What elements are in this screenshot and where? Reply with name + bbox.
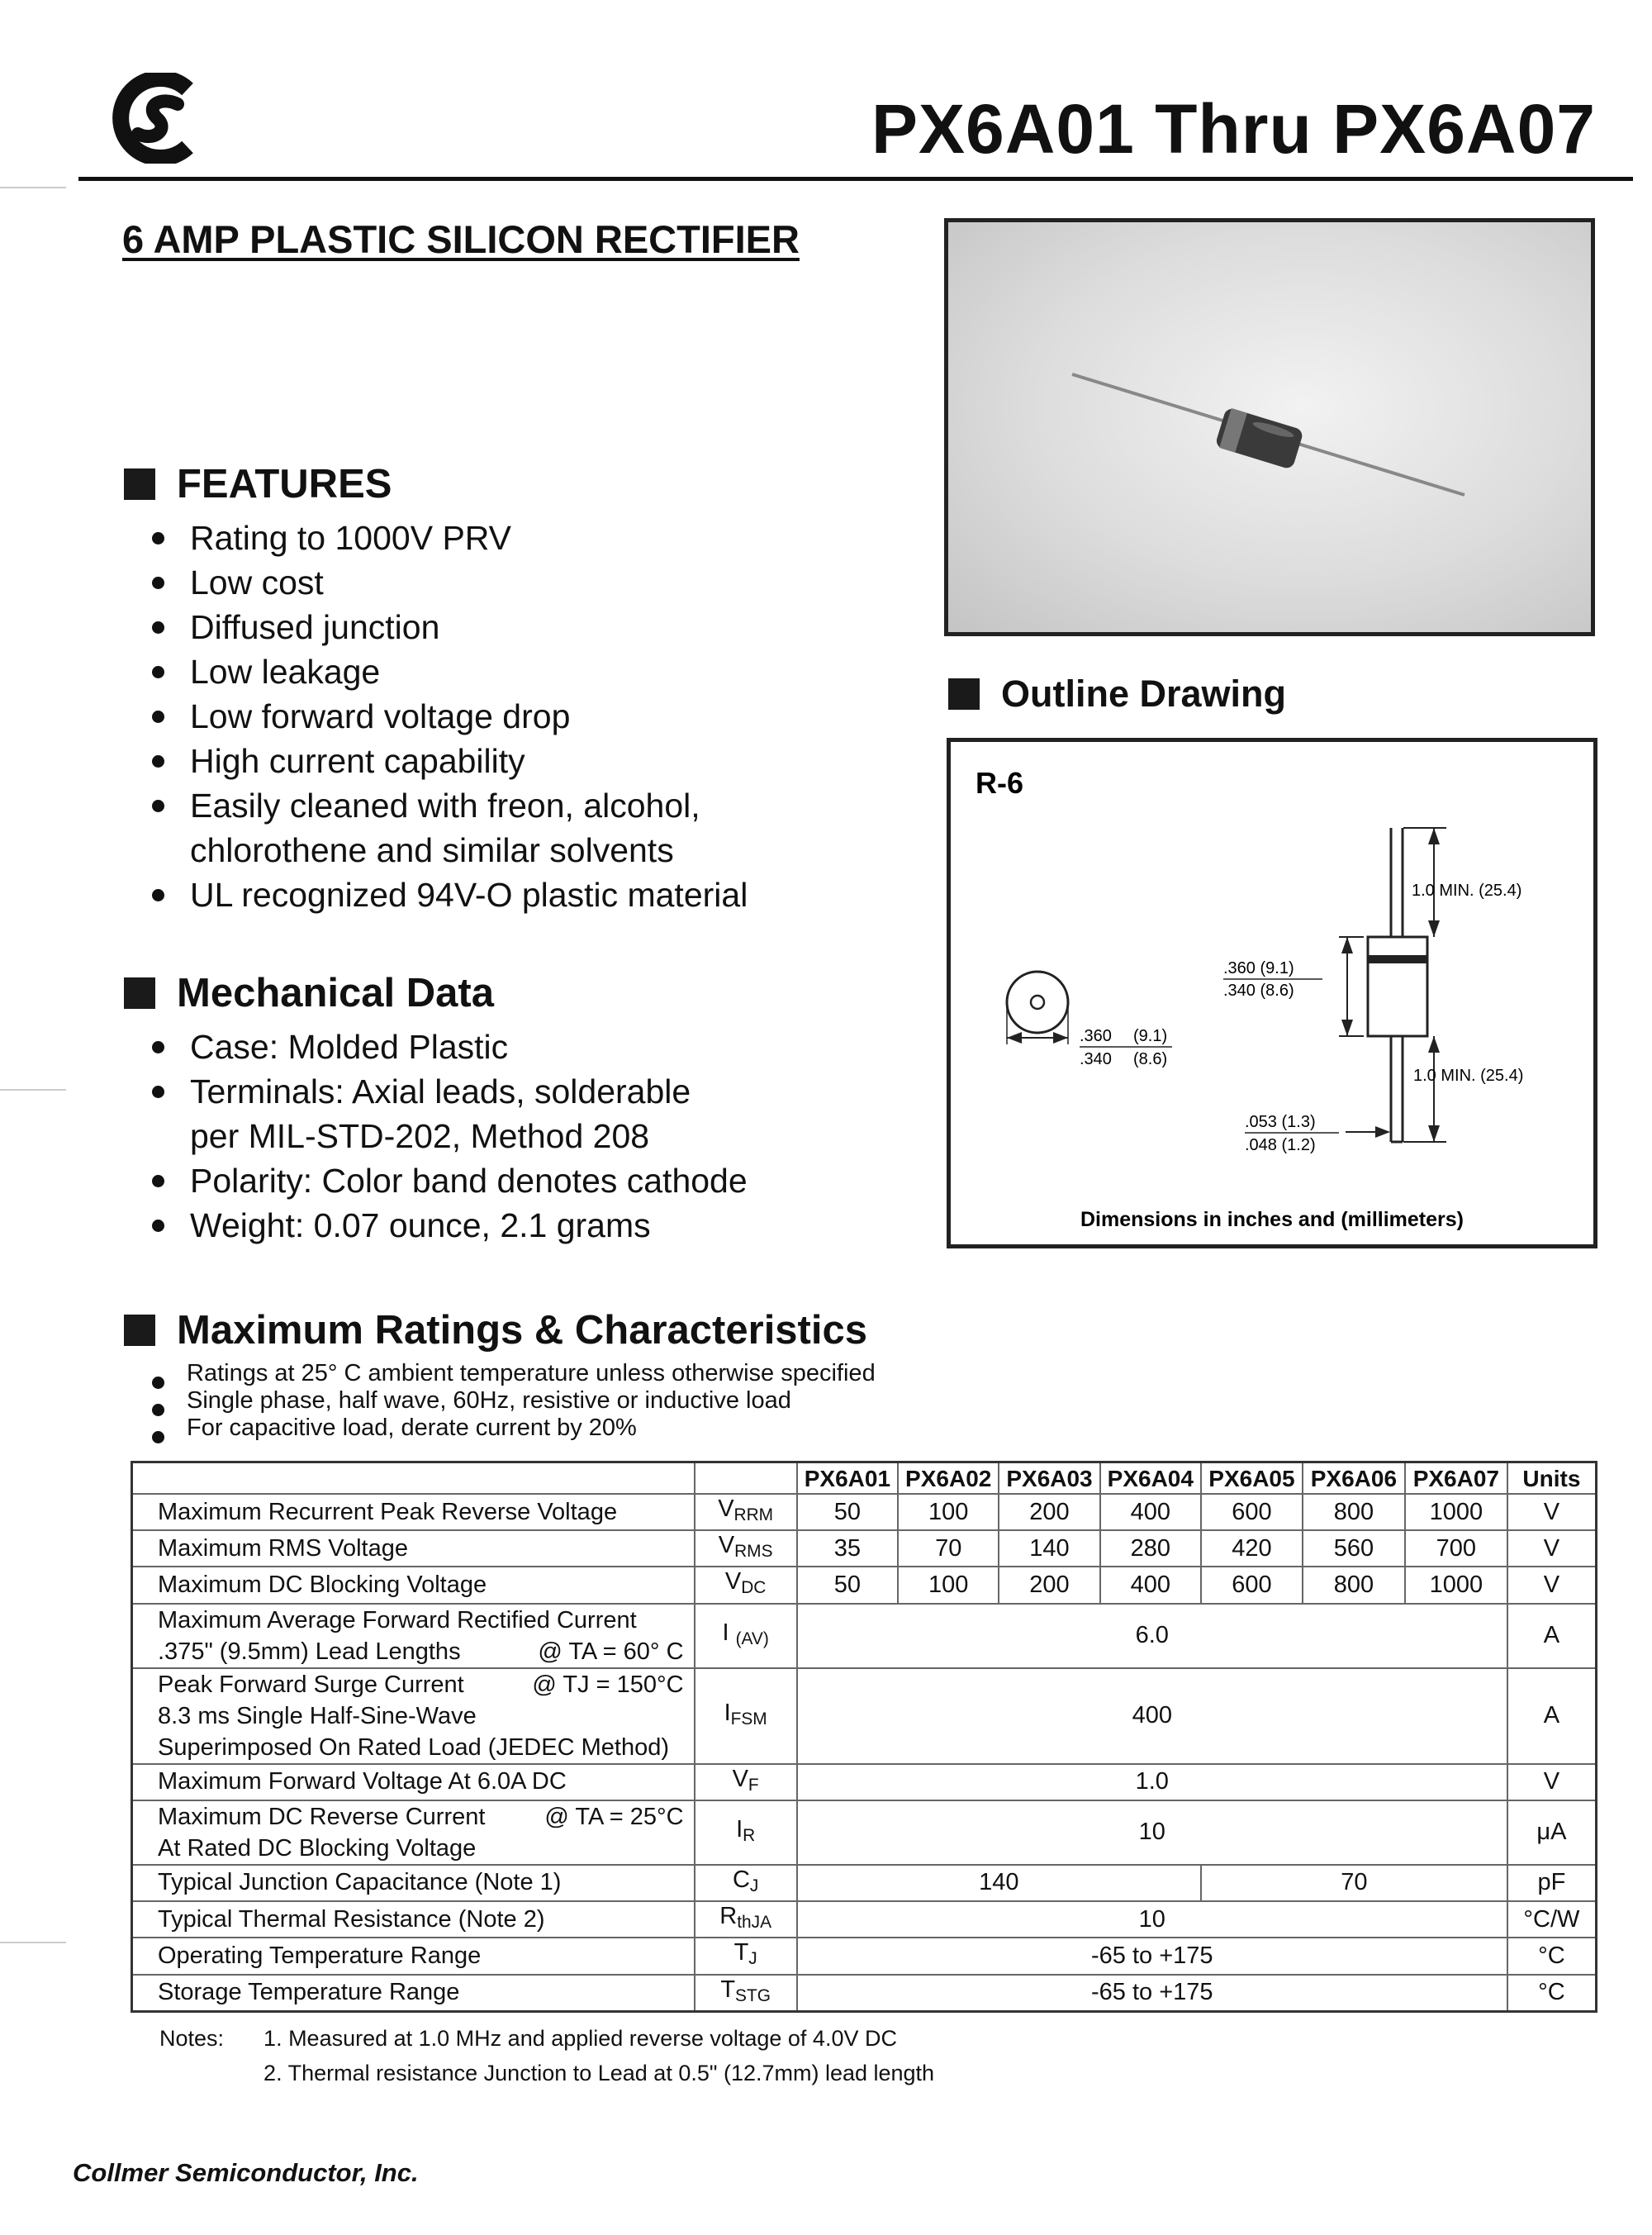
unit-cell: V (1507, 1494, 1597, 1530)
empty-cell (132, 1462, 695, 1495)
unit-cell: μA (1507, 1800, 1597, 1865)
note-item: 1. Measured at 1.0 MHz and applied reverse voltage of 4.0V DC (263, 2026, 897, 2051)
column-header: PX6A05 (1201, 1462, 1303, 1495)
value-cell: 560 (1303, 1530, 1405, 1567)
table-row (132, 1567, 1597, 1603)
package-label: R-6 (976, 766, 1024, 800)
outline-title: Outline Drawing (1001, 673, 1287, 715)
value-cell: -65 to +175 (797, 1938, 1507, 1974)
table-row (132, 1865, 1597, 1901)
outline-heading (948, 673, 1286, 716)
unit-cell: pF (1507, 1865, 1597, 1901)
value-cell: 6.0 (797, 1604, 1507, 1668)
diode-photo-image (948, 222, 1591, 632)
symbol-cell: $R_{thJA}$ (695, 1901, 797, 1938)
body-dia-max-mm: (9.1) (1133, 1027, 1168, 1045)
table-row (132, 1494, 1597, 1530)
column-header: PX6A06 (1303, 1462, 1405, 1495)
value-cell: 100 (898, 1567, 999, 1603)
mechanical-title: Mechanical Data (177, 971, 494, 1015)
list-item: Low leakage (149, 649, 748, 694)
ratings-conditions (149, 1360, 876, 1442)
symbol-cell: $V_{RRM}$ (695, 1494, 797, 1530)
value-cell: 35 (797, 1530, 898, 1567)
list-item: UL recognized 94V-O plastic material (149, 873, 748, 917)
page-title: PX6A01 Thru PX6A07 (871, 90, 1596, 168)
list-item: chlorothene and similar solvents (190, 831, 674, 869)
value-cell: 400 (797, 1668, 1507, 1764)
table-row (132, 1764, 1597, 1800)
company-logo (112, 73, 202, 164)
outline-drawing-box (947, 738, 1597, 1248)
value-cell: 600 (1201, 1494, 1303, 1530)
ratings-title: Maximum Ratings & Characteristics (177, 1308, 867, 1353)
outline-caption: Dimensions in inches and (millimeters) (1080, 1208, 1464, 1231)
list-item: Case: Molded Plastic (149, 1025, 748, 1069)
company-name: Collmer Semiconductor, Inc. (73, 2158, 419, 2187)
param-cell: Maximum Average Forward Rectified Current @ TA = 60° C .375" (9.5mm) Lead Lengths (132, 1604, 695, 1668)
list-item: Low cost (149, 560, 748, 605)
ratings-heading (124, 1307, 867, 1353)
table-row (132, 1668, 1597, 1764)
symbol-cell: $T_J$ (695, 1938, 797, 1974)
unit-cell: °C (1507, 1938, 1597, 1974)
param-cell: @ TJ = 150°C Peak Forward Surge Current 8.3 ms Single Half-Sine-Wave Superimposed On Rated Load (JEDEC Method) (132, 1668, 695, 1764)
unit-cell: V (1507, 1567, 1597, 1603)
product-photo (944, 218, 1595, 636)
ratings-table (131, 1461, 1597, 2013)
table-row (132, 1975, 1597, 2012)
value-cell: 1000 (1405, 1567, 1507, 1603)
list-item: per MIL-STD-202, Method 208 (190, 1117, 650, 1155)
lead-dia-max: .053 (1.3) (1245, 1113, 1316, 1131)
symbol-cell: $V_F$ (695, 1764, 797, 1800)
unit-cell: °C (1507, 1975, 1597, 2012)
value-cell: 1000 (1405, 1494, 1507, 1530)
margin-mark (0, 187, 66, 188)
header-rule (78, 177, 1633, 181)
value-cell: 140 (797, 1865, 1201, 1901)
body-length-min: .340 (8.6) (1223, 982, 1294, 1000)
section-square-icon (124, 1315, 155, 1346)
body-dia-max-in: .360 (1080, 1027, 1112, 1045)
symbol-cell: $T_{STG}$ (695, 1975, 797, 2012)
symbol-cell: $C_J$ (695, 1865, 797, 1901)
value-cell: 100 (898, 1494, 999, 1530)
value-cell: 400 (1100, 1494, 1201, 1530)
param-cell: Maximum Forward Voltage At 6.0A DC (132, 1764, 695, 1800)
list-item: Diffused junction (149, 605, 748, 649)
table-row (132, 1938, 1597, 1974)
unit-cell: A (1507, 1604, 1597, 1668)
margin-mark (0, 1089, 66, 1091)
symbol-cell: $I_{FSM}$ (695, 1668, 797, 1764)
list-item: Weight: 0.07 ounce, 2.1 grams (149, 1203, 748, 1248)
list-item: Ratings at 25° C ambient temperature unless otherwise specified (149, 1360, 876, 1387)
column-header: PX6A04 (1100, 1462, 1201, 1495)
column-header: Units (1507, 1462, 1597, 1495)
param-cell: Typical Junction Capacitance (Note 1) (132, 1865, 695, 1901)
column-header: PX6A02 (898, 1462, 999, 1495)
list-item: Terminals: Axial leads, solderable (149, 1069, 748, 1114)
value-cell: 50 (797, 1494, 898, 1530)
value-cell: 200 (999, 1494, 1099, 1530)
table-row (132, 1901, 1597, 1938)
symbol-cell: $I_R$ (695, 1800, 797, 1865)
param-cell: Maximum DC Blocking Voltage (132, 1567, 695, 1603)
list-item: Single phase, half wave, 60Hz, resistive or inductive load (149, 1387, 876, 1415)
table-row (132, 1530, 1597, 1567)
symbol-cell: I $_{(AV)}$ (695, 1604, 797, 1668)
mechanical-list (149, 1025, 748, 1248)
symbol-cell: $V_{RMS}$ (695, 1530, 797, 1567)
list-item: Rating to 1000V PRV (149, 516, 748, 560)
body-length-max: .360 (9.1) (1223, 959, 1294, 977)
value-cell: 280 (1100, 1530, 1201, 1567)
margin-mark (0, 1942, 66, 1943)
unit-cell: °C/W (1507, 1901, 1597, 1938)
column-header: PX6A03 (999, 1462, 1099, 1495)
body-dia-min-mm: (8.6) (1133, 1050, 1168, 1068)
param-cell: Maximum Recurrent Peak Reverse Voltage (132, 1494, 695, 1530)
section-square-icon (948, 678, 980, 710)
value-cell: 200 (999, 1567, 1099, 1603)
list-item: Easily cleaned with freon, alcohol, (149, 783, 748, 828)
value-cell: 800 (1303, 1494, 1405, 1530)
value-cell: 10 (797, 1901, 1507, 1938)
notes-label: Notes: (159, 2026, 225, 2051)
param-cell: Operating Temperature Range (132, 1938, 695, 1974)
param-cell: @ TA = 25°C Maximum DC Reverse Current At Rated DC Blocking Voltage (132, 1800, 695, 1865)
value-cell: 70 (1201, 1865, 1507, 1901)
features-title: FEATURES (177, 462, 392, 506)
product-subtitle: 6 AMP PLASTIC SILICON RECTIFIER (122, 217, 800, 261)
value-cell: 50 (797, 1567, 898, 1603)
features-list (149, 516, 748, 917)
outline-drawing (951, 742, 1593, 1244)
value-cell: 70 (898, 1530, 999, 1567)
value-cell: 140 (999, 1530, 1099, 1567)
unit-cell: V (1507, 1764, 1597, 1800)
note-item: 2. Thermal resistance Junction to Lead at 0.5" (12.7mm) lead length (263, 2061, 935, 2085)
param-cell: Maximum RMS Voltage (132, 1530, 695, 1567)
lead-dia-min: .048 (1.2) (1245, 1136, 1316, 1154)
column-header: PX6A07 (1405, 1462, 1507, 1495)
unit-cell: V (1507, 1530, 1597, 1567)
value-cell: 1.0 (797, 1764, 1507, 1800)
list-item: Polarity: Color band denotes cathode (149, 1158, 748, 1203)
value-cell: -65 to +175 (797, 1975, 1507, 2012)
mechanical-heading (124, 970, 494, 1016)
list-item: For capacitive load, derate current by 20% (149, 1415, 876, 1442)
empty-cell (695, 1462, 797, 1495)
param-cell: Typical Thermal Resistance (Note 2) (132, 1901, 695, 1938)
lead-length-bottom: 1.0 MIN. (25.4) (1413, 1067, 1524, 1085)
body-dia-min-in: .340 (1080, 1050, 1112, 1068)
symbol-cell: $V_{DC}$ (695, 1567, 797, 1603)
list-item: Low forward voltage drop (149, 694, 748, 739)
unit-cell: A (1507, 1668, 1597, 1764)
features-heading (124, 461, 392, 507)
list-item: High current capability (149, 739, 748, 783)
table-row (132, 1800, 1597, 1865)
value-cell: 800 (1303, 1567, 1405, 1603)
table-header-row (132, 1462, 1597, 1495)
param-cell: Storage Temperature Range (132, 1975, 695, 2012)
value-cell: 700 (1405, 1530, 1507, 1567)
value-cell: 400 (1100, 1567, 1201, 1603)
section-square-icon (124, 977, 155, 1009)
section-square-icon (124, 468, 155, 500)
value-cell: 420 (1201, 1530, 1303, 1567)
column-header: PX6A01 (797, 1462, 898, 1495)
lead-length-top: 1.0 MIN. (25.4) (1412, 882, 1522, 900)
table-row (132, 1604, 1597, 1668)
notes (159, 2021, 934, 2090)
value-cell: 600 (1201, 1567, 1303, 1603)
value-cell: 10 (797, 1800, 1507, 1865)
